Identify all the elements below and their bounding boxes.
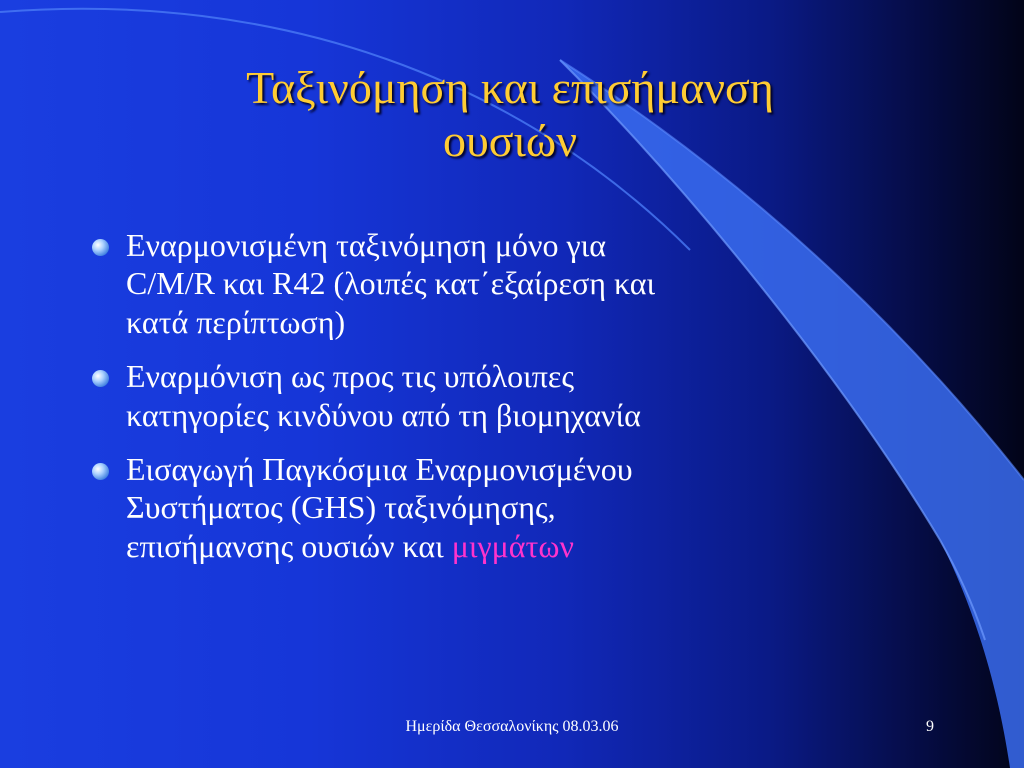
- bullet-dot-icon: [92, 239, 109, 256]
- bullet-2-line-2: κατηγορίες κινδύνου από τη βιομηχανία: [126, 396, 641, 433]
- bullet-item-1: [90, 226, 890, 341]
- bullet-3-line-3-text: επισήμανσης ουσιών και: [126, 527, 452, 564]
- bullet-1-line-2: C/M/R και R42 (λοιπές κατ΄εξαίρεση και: [126, 265, 656, 302]
- bullet-dot-icon: [92, 463, 109, 480]
- page-number: 9: [926, 718, 934, 735]
- bullet-item-3: [90, 450, 890, 565]
- bullet-1-line-1: Εναρμονισμένη ταξινόμηση μόνο για: [126, 227, 607, 263]
- bullet-3-line-3: [126, 527, 890, 565]
- title-line-2: ουσιών: [442, 114, 578, 166]
- bullet-1-line-3: κατά περίπτωση): [126, 303, 346, 340]
- bullet-item-2: [90, 357, 890, 434]
- title-line-1: Ταξινόμηση και επισήμανση: [246, 62, 774, 113]
- bullet-2-line-1: Εναρμόνιση ως προς τις υπόλοιπες: [126, 358, 575, 395]
- bullet-list: [90, 226, 890, 581]
- bullet-3-line-1: Εισαγωγή Παγκόσμια Εναρμονισμένου: [126, 450, 633, 487]
- footer-text: Ημερίδα Θεσσαλονίκης 08.03.06: [405, 718, 619, 735]
- slide-title: [100, 62, 920, 168]
- highlighted-word: μιγμάτων: [451, 527, 574, 564]
- bullet-dot-icon: [92, 370, 109, 387]
- bullet-3-line-2: Συστήματος (GHS) ταξινόμησης,: [126, 489, 556, 526]
